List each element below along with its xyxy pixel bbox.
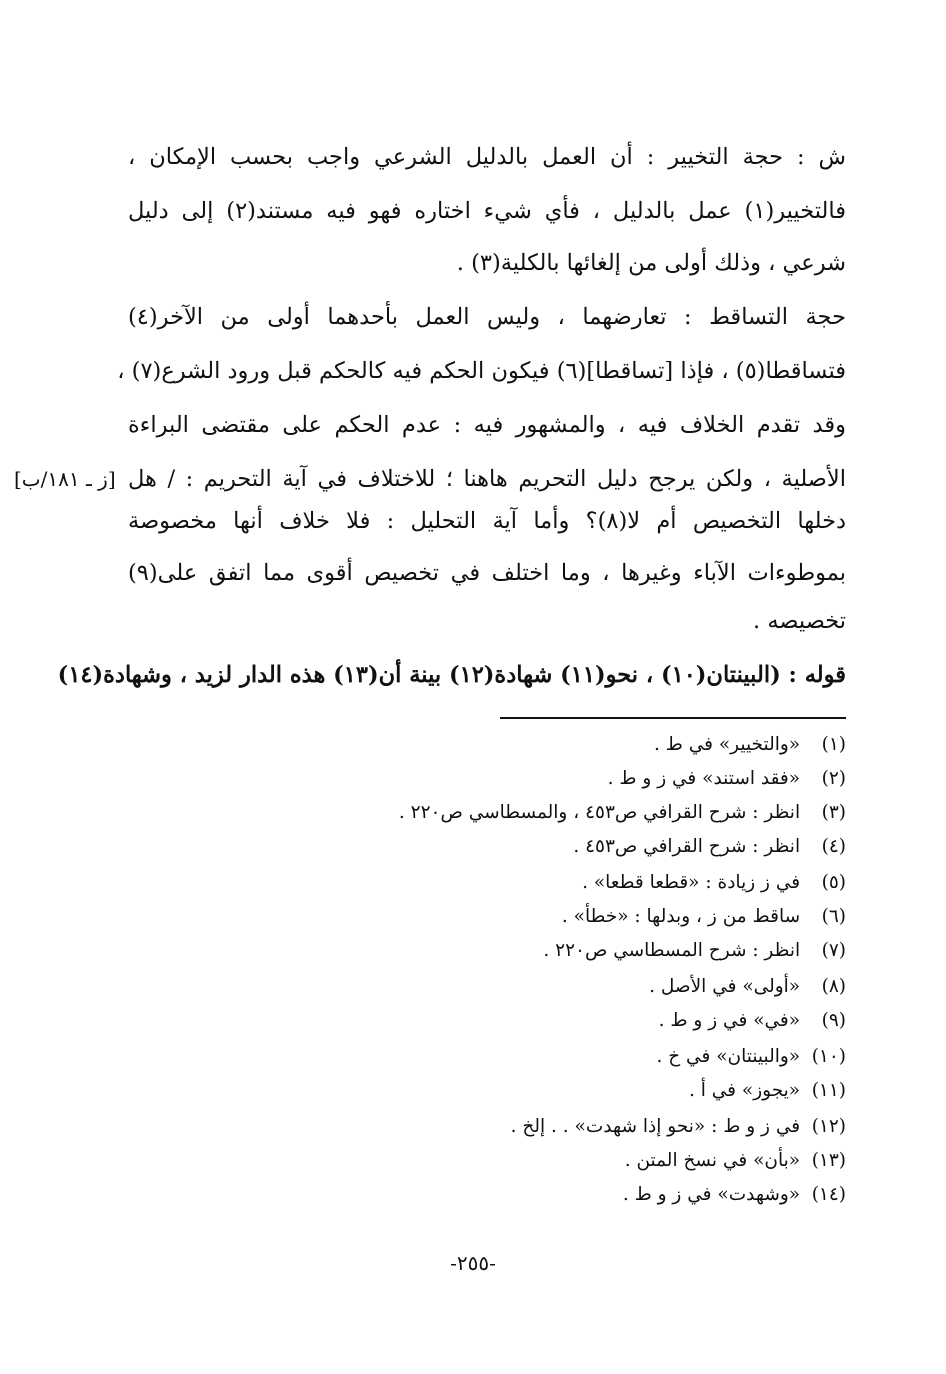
footnote-text: «والبينتان» في خ .	[656, 1046, 801, 1067]
footnote-number: (٤)	[821, 836, 846, 857]
footnote-number: (١)	[821, 734, 846, 755]
body-line: وقد تقدم الخلاف فيه ، والمشهور فيه : عدم الحكم على مقتضى البراءة	[128, 412, 846, 438]
footnote-text: في ز زيادة : «قطعا قطعا» .	[582, 872, 801, 893]
footnote-number: (٢)	[821, 768, 846, 789]
footnote-number: (٩)	[821, 1010, 846, 1031]
footnote	[146, 866, 846, 900]
body-line: تخصيصه .	[753, 608, 846, 634]
footnote	[146, 830, 846, 864]
footnote-number: (٥)	[821, 872, 846, 893]
footnote-text: «فقد استند» في ز و ط .	[607, 768, 801, 789]
footnote-separator	[500, 717, 846, 719]
footnote-text: انظر : شرح القرافي ص٤٥٣ ، والمسطاسي ص٢٢٠ .	[398, 802, 801, 823]
footnote-text: انظر : شرح القرافي ص٤٥٣ .	[573, 836, 801, 857]
footnote-number: (١٤)	[811, 1184, 846, 1205]
footnote-number: (١٠)	[811, 1046, 846, 1067]
footnote-number: (١٣)	[811, 1150, 846, 1171]
body-line: فتساقطا(٥) ، فإذا [تساقطا](٦) فيكون الحكم فيه كالحكم قبل ورود الشرع(٧) ،	[117, 358, 846, 384]
footnote-number: (٨)	[821, 976, 846, 997]
margin-note: [ز ـ ١٨١/ب]	[14, 467, 116, 491]
footnote-number: (٦)	[821, 906, 846, 927]
body-line: الأصلية ، ولكن يرجح دليل التحريم هاهنا ؛ للاختلاف في آية التحريم : / هل	[128, 466, 846, 492]
body-line: دخلها التخصيص أم لا(٨)؟ وأما آية التحليل : فلا خلاف أنها مخصوصة	[128, 508, 846, 534]
footnote	[146, 934, 846, 968]
page-number: -٢٥٥-	[450, 1251, 496, 1275]
footnote	[146, 1040, 846, 1074]
footnote-text: «أولى» في الأصل .	[649, 976, 801, 997]
footnote-text: «وشهدت» في ز و ط .	[622, 1184, 801, 1205]
footnote	[146, 1178, 846, 1212]
body-line: شرعي ، وذلك أولى من إلغائها بالكلية(٣) .	[456, 250, 846, 276]
footnote-number: (١١)	[811, 1080, 846, 1101]
footnote	[146, 970, 846, 1004]
footnote	[146, 1110, 846, 1144]
footnote	[146, 796, 846, 830]
footnote-number: (٧)	[821, 940, 846, 961]
footnote	[146, 1144, 846, 1178]
footnote	[146, 728, 846, 762]
body-line-bold: قوله : (البينتان(١٠) ، نحو(١١) شهادة(١٢) بينة أن(١٣) هذه الدار لزيد ، وشهادة(١٤)	[57, 662, 846, 688]
footnote	[146, 1004, 846, 1038]
footnote-text: «في» في ز و ط .	[658, 1010, 801, 1031]
footnote-number: (١٢)	[811, 1116, 846, 1137]
footnote-text: «يجوز» في أ .	[688, 1080, 801, 1101]
footnote	[146, 1074, 846, 1108]
footnote-text: ساقط من ز ، وبدلها : «خطأ» .	[561, 906, 801, 927]
footnote-text: انظر : شرح المسطاسي ص٢٢٠ .	[543, 940, 801, 961]
footnote	[146, 900, 846, 934]
body-line: بموطوءات الآباء وغيرها ، وما اختلف في تخصيص أقوى مما اتفق على(٩)	[128, 560, 846, 586]
body-line: ش : حجة التخيير : أن العمل بالدليل الشرعي واجب بحسب الإمكان ،	[128, 144, 846, 170]
footnote-text: في ز و ط : «نحو إذا شهدت» . . إلخ .	[510, 1116, 801, 1137]
body-line: حجة التساقط : تعارضهما ، وليس العمل بأحدهما أولى من الآخر(٤)	[128, 304, 846, 330]
footnote-text: «والتخيير» في ط .	[653, 734, 801, 755]
footnote	[146, 762, 846, 796]
body-line: فالتخيير(١) عمل بالدليل ، فأي شيء اختاره فهو فيه مستند(٢) إلى دليل	[128, 198, 846, 224]
footnote-number: (٣)	[821, 802, 846, 823]
footnote-text: «بأن» في نسخ المتن .	[624, 1150, 801, 1171]
